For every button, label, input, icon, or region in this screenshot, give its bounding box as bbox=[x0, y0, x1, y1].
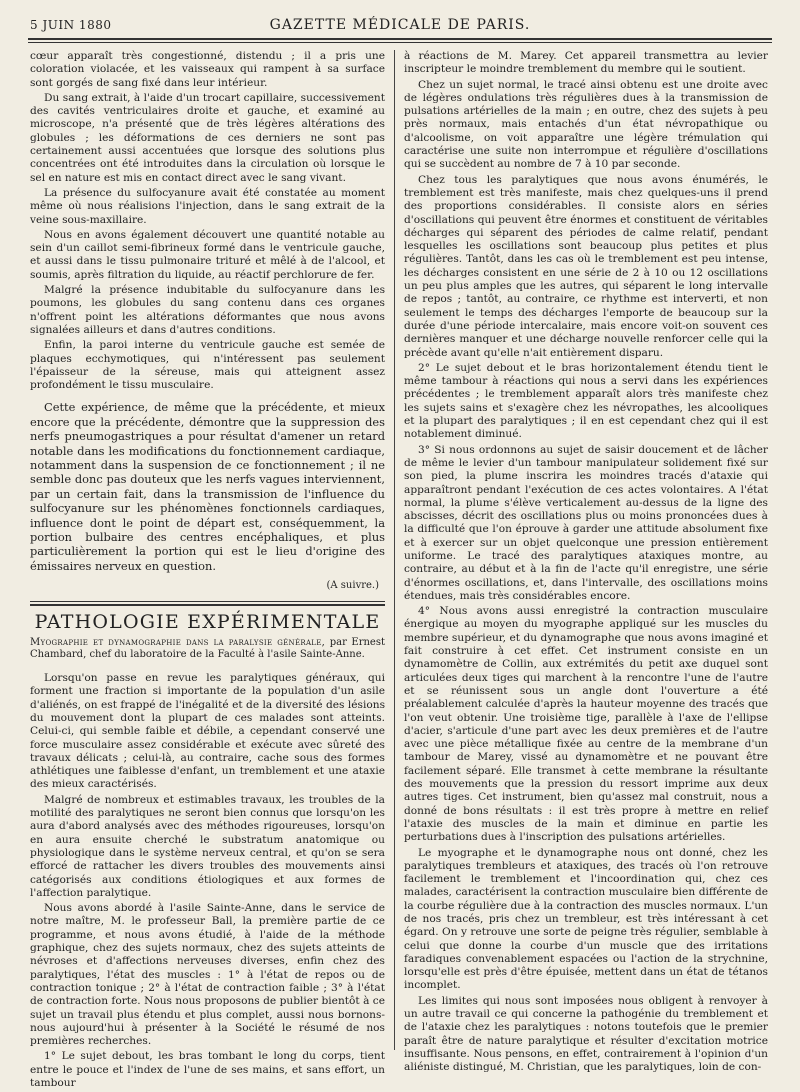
article-paragraph: Nous avons abordé à l'asile Sainte-Anne, dans le service de notre maître, M. le professeur Ball, la première partie de ce programme, et nous avons étudié, à l'aide de la méthode graphique, chez des sujets normaux, chez des sujets atteints de névroses et d'affections nerveuses diverses, enfin chez des paralytiques, l'état des muscles : 1° à l'état de repos ou de contraction tonique ; 2° à l'état de contraction faible ; 3° à l'état de contraction forte. Nous nous proposons de publier bientôt à ce sujet un travail plus étendu et plus complet, aussi nous bornons-nous aujourd'hui à présenter à la Société le résumé de nos premières recherches. bbox=[30, 902, 385, 1048]
left-paragraph: Malgré la présence indubitable du sulfocyanure dans les poumons, les globules du sang contenu dans ces organes n'offrent point les altérations déformantes que nous avons signalées ailleurs et dans d'autres conditions. bbox=[30, 284, 385, 336]
left-paragraph: Nous en avons également découvert une quantité notable au sein d'un caillot semi-fibrineux formé dans le ventricule gauche, et aussi dans le tissu pulmonaire trituré et mêlé à de l'alcool, et soumis, après filtration du liquide, au réactif perchlorure de fer. bbox=[30, 228, 385, 281]
right-paragraph: 4° Nous avons aussi enregistré la contraction musculaire énergique au moyen du myographe appliqué sur les muscles du membre supérieur, et du dynamographe que nous avons imaginé et fait construire à cet effet. Cet instrument consiste en un dynamomètre de Collin, aux extrémités du petit axe duquel sont articulées deux tiges qui marchent à la rencontre l'une de l'autre et se réunissent sous un angle dont l'ouverture a été préalablement calculée d'après la hauteur moyenne des tracés que l'on veut obtenir. Une troisième tige, parallèle à l'axe de l'ellipse d'acier, s'articule d'une part avec les deux premières et de l'autre avec une pièce métallique fixée au centre de la membrane d'un tambour de Marey, vissé au dynamomètre et ne pouvant être facilement séparé. Elle transmet à cette membrane la résultante des mouvements que la pression du ressort imprime aux deux autres tiges. Cet instrument, bien qu'assez mal construit, nous a donné de bons résultats : il est très propre à mettre en relief l'ataxie des muscles de la main et diminue en partie les perturbations dues à l'inscription des pulsations artérielles. bbox=[404, 605, 768, 844]
article-paragraph: 1° Le sujet debout, les bras tombant le long du corps, tient entre le pouce et l'index de l'une de ses mains, et sans effort, un tambour bbox=[30, 1050, 385, 1089]
right-paragraph: Chez un sujet normal, le tracé ainsi obtenu est une droite avec de légères ondulations très régulières dues à la transmission de pulsations artérielles de la main ; en outre, chez des sujets à peu près normaux, mais entachés d'un état névropathique ou d'alcoolisme, on voit apparaître une légère trémulation qui caractérise une suite non interrompue et régulière d'oscillations qui se succèdent au nombre de 7 à 10 par seconde. bbox=[404, 78, 768, 171]
article-title-caps: Myographie et dynamographie dans la paralysie générale, bbox=[30, 636, 326, 648]
conclusion-paragraph: Cette expérience, de même que la précédente, et mieux encore que la précédente, démontre que la suppression des nerfs pneumogastriques a pour résultat d'amener un retard notable dans les modifications du fonctionnement cardiaque, notamment dans la suspension de ce fonctionnement ; il ne semble donc pas douteux que les nerfs vagues interviennent, par un certain fait, dans la transmission de l'influence du sulfocyanure sur les phénomènes fonctionnels cardiaques, influence dont le point de départ est, conséquemment, la portion bulbaire des centres encéphaliques, et plus particulièrement la portion qui est le lieu d'origine des émissaires nerveux en question. bbox=[30, 400, 385, 573]
a-suivre-note: (A suivre.) bbox=[326, 580, 379, 592]
header-date: 5 JUIN 1880 bbox=[30, 18, 112, 32]
right-paragraph: Le myographe et le dynamographe nous ont donné, chez les paralytiques trembleurs et ataxiques, des tracés où l'on retrouve facilement le tremblement et l'incoordination qui, chez ces malades, caractérisent la contraction musculaire bien différente de la courbe régulière due à la contraction des muscles normaux. L'un de nos tracés, pris chez un trembleur, est très intéressant à cet égard. On y retrouve une sorte de peigne très régulier, semblable à celui que donne la courbe d'un muscle que des irritations faradiques convenablement espacées ou l'action de la strychnine, lorsqu'elle est près d'être épuisée, mettent dans un état de tétanos incomplet. bbox=[404, 846, 768, 992]
right-paragraph: Chez tous les paralytiques que nous avons énumérés, le tremblement est très manifeste, mais chez quelques-uns il prend des proportions considérables. Il consiste alors en séries d'oscillations qui peuvent être énormes et constituent de véritables décharges qui séparent des périodes de calme relatif, pendant lesquelles les oscillations sont beaucoup plus petites et plus régulières. Tantôt, dans les cas où le tremblement est peu intense, les décharges consistent en une série de 2 à 10 ou 12 oscillations un peu plus amples que les autres, qui séparent le long intervalle de repos ; tantôt, au contraire, ce rhythme est interverti, et non seulement le temps des décharges l'emporte de beaucoup sur la durée d'une période intercalaire, mais encore voit-on souvent ces dernières manquer et une décharge nouvelle renforcer celle qui la précède avant qu'elle n'ait entièrement disparu. bbox=[404, 173, 768, 359]
left-column bbox=[30, 50, 385, 1092]
header-rule-thin bbox=[28, 42, 772, 43]
article-byline: par Ernest Chambard, chef du laboratoire de la Faculté à l'asile Sainte-Anne. bbox=[30, 636, 386, 661]
header-rule bbox=[28, 38, 772, 40]
left-paragraph: cœur apparaît très congestionné, distendu ; il a pris une coloration violacée, et les vaisseaux qui rampent à sa surface sont gorgés de sang fixé dans leur intérieur. bbox=[30, 50, 385, 89]
column-divider bbox=[394, 50, 395, 1050]
right-paragraph: à réactions de M. Marey. Cet appareil transmettra au levier inscripteur le moindre tremblement du membre qui le soutient. bbox=[404, 50, 768, 76]
right-paragraph: 2° Le sujet debout et le bras horizontalement étendu tient le même tambour à réactions qui nous a servi dans les expériences précédentes ; le tremblement apparaît alors très manifeste chez les sujets sains et s'exagère chez les névropathes, les alcooliques et la plupart des paralytiques ; il en est cependant chez qui il est notablement diminué. bbox=[404, 361, 768, 441]
left-paragraph: Enfin, la paroi interne du ventricule gauche est semée de plaques ecchymotiques, qui n'intéressent pas seulement l'épaisseur de la séreuse, mais qui atteignent assez profondément le tissu musculaire. bbox=[30, 339, 385, 392]
left-paragraph: La présence du sulfocyanure avait été constatée au moment même où nous réalisions l'injection, dans le sang extrait de la veine sous-maxillaire. bbox=[30, 186, 385, 226]
section-rule-thick bbox=[30, 604, 385, 606]
right-paragraph: Les limites qui nous sont imposées nous obligent à renvoyer à un autre travail ce qui concerne la pathogénie du tremblement et de l'ataxie chez les paralytiques : notons toutefois que le premier paraît être de nature paralytique et résulter d'excitation motrice insuffisante. Nous pensons, en effet, contrairement à l'opinion d'un aliéniste distingué, M. Christian, que les paralytiques, loin de con- bbox=[404, 994, 768, 1074]
right-column bbox=[404, 50, 768, 1077]
right-paragraph: 3° Si nous ordonnons au sujet de saisir doucement et de lâcher de même le levier d'un tambour manipulateur solidement fixé sur son pied, la plume inscrira les moindres tracés d'ataxie qui apparaîtront pendant l'exécution de ces actes volontaires. A l'état normal, la plume s'élève verticalement au-dessus de la ligne des abscisses, décrit des oscillations plus ou moins prononcées dues à la difficulté que l'on éprouve à garder une attitude absolument fixe et à exercer sur un objet quelconque une pression entièrement uniforme. Le tracé des paralytiques ataxiques montre, au contraire, au début et à la fin de l'acte qu'il enregistre, une série d'énormes oscillations, et, dans l'intervalle, des oscillations moins étendues, mais très considérables encore. bbox=[404, 443, 768, 602]
article-paragraph: Lorsqu'on passe en revue les paralytiques généraux, qui forment une fraction si importante de la population d'un asile d'aliénés, on est frappé de l'inégalité et de la diversité des lésions du mouvement dont la plupart de ces malades sont atteints. Celui-ci, qui semble faible et débile, a cependant conservé une force musculaire assez considérable et exécute avec sûreté des travaux délicats ; celui-là, au contraire, cache sous des formes athlétiques une faiblesse d'enfant, un tremblement et une ataxie des mieux caractérisés. bbox=[30, 672, 385, 791]
section-rule bbox=[30, 601, 385, 602]
article-paragraph: Malgré de nombreux et estimables travaux, les troubles de la motilité des paralytiques ne seront bien connus que lorsqu'on les aura d'abord analysés avec des méthodes rigoureuses, lorsqu'on en aura ensuite cherché le substratum anatomique ou physiologique dans le système nerveux central, et qu'on se sera efforcé de rattacher les divers troubles des mouvements ainsi catégorisés aux conditions étiologiques et aux formes de l'affection paralytique. bbox=[30, 793, 385, 899]
left-paragraph: Du sang extrait, à l'aide d'un trocart capillaire, successivement des cavités ventriculaires droite et gauche, et examiné au microscope, n'a présenté que de très légères altérations des globules ; les déformations de ces derniers ne sont pas certainement aussi accentuées que lorsque des solutions plus concentrées ont été introduites dans la circulation où lorsque le sel en nature est mis en contact direct avec le sang vivant. bbox=[30, 91, 385, 184]
header-journal-title: GAZETTE MÉDICALE DE PARIS. bbox=[269, 17, 531, 33]
page-header bbox=[30, 14, 770, 40]
section-title: PATHOLOGIE EXPÉRIMENTALE bbox=[34, 610, 381, 633]
article-heading bbox=[30, 637, 385, 662]
